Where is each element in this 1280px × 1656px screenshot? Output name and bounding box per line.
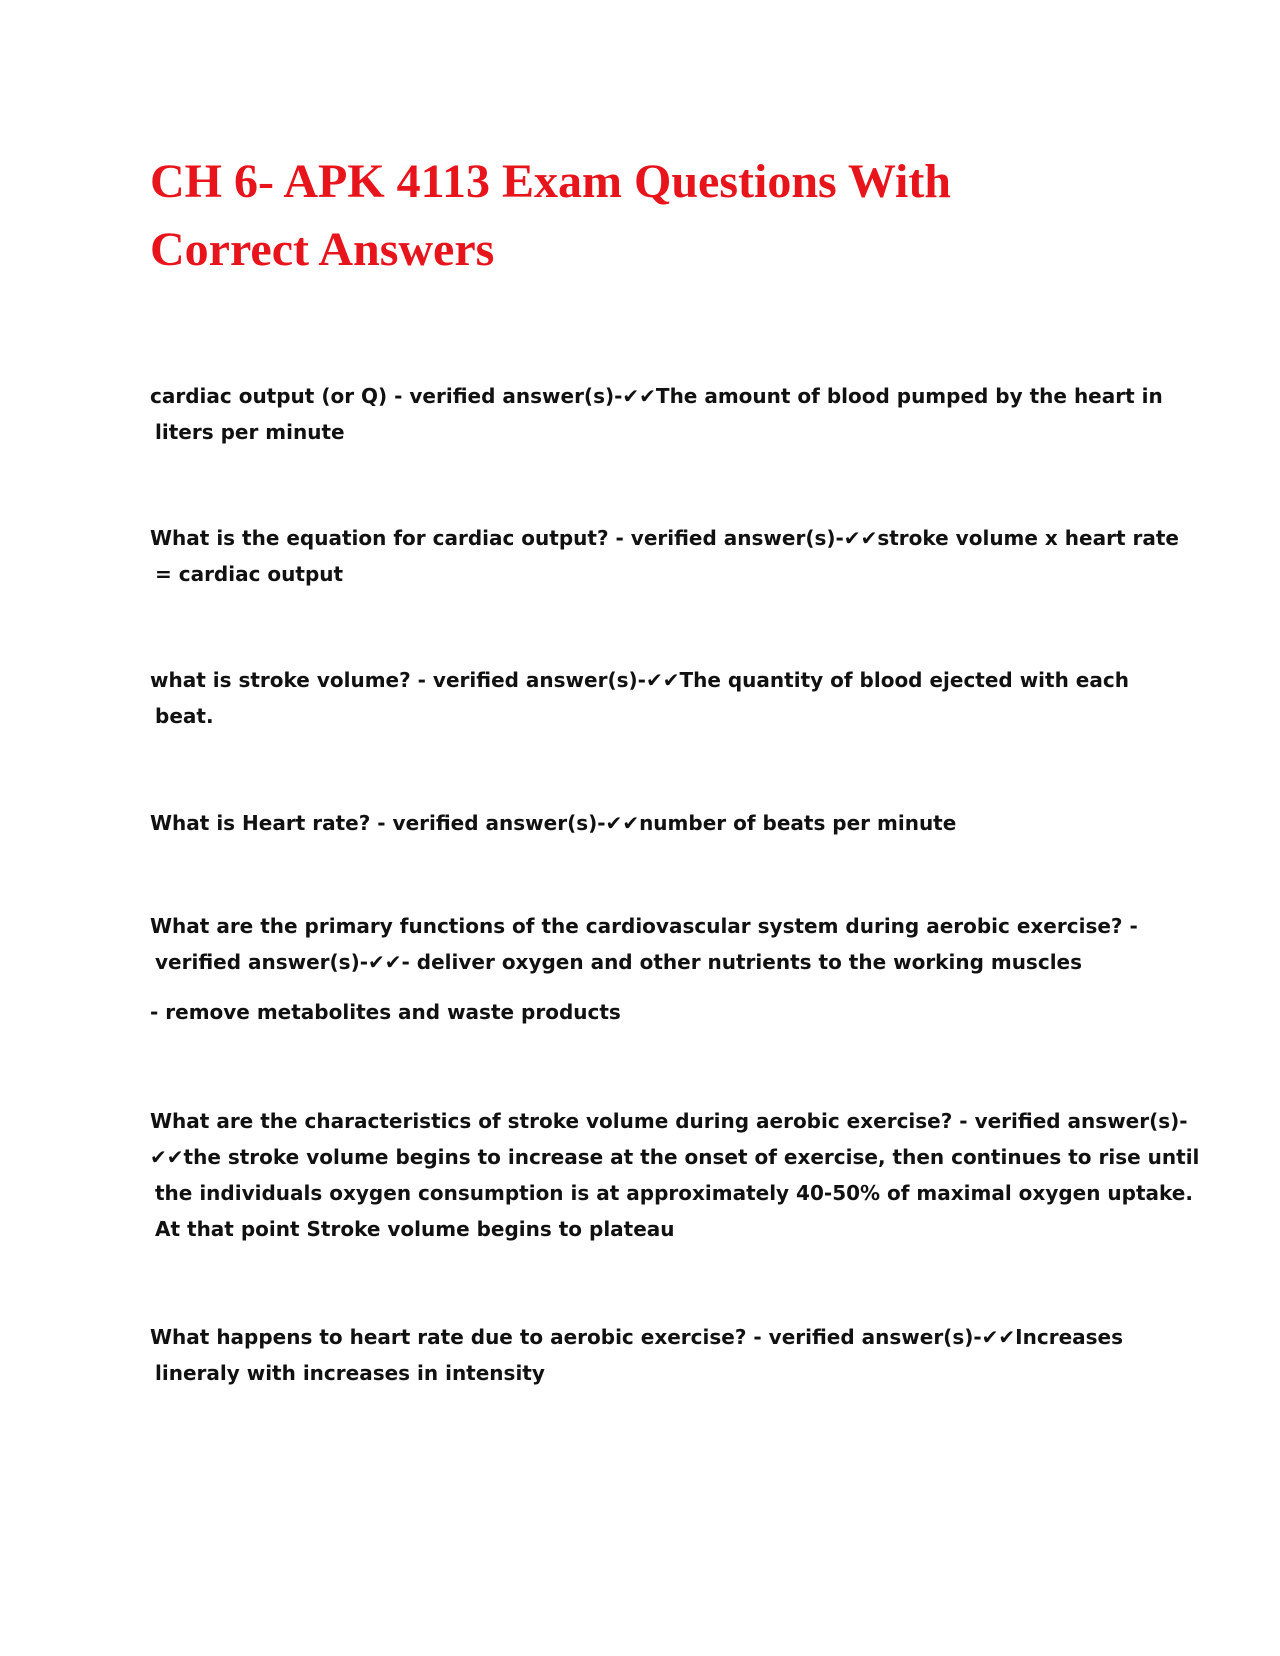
qa-line: What is the equation for cardiac output? - verified answer(s)-✔✔stroke volume x heart rate (150, 526, 1179, 550)
qa-line: What happens to heart rate due to aerobic exercise? - verified answer(s)-✔✔Increases (150, 1325, 1124, 1349)
qa-line: beat. (155, 704, 214, 728)
qa-item-heart-rate-aerobic (150, 1319, 1130, 1391)
qa-item-cardiovascular-functions (150, 908, 1138, 1030)
qa-item-cardiac-output-equation (150, 520, 1179, 592)
qa-line: what is stroke volume? - verified answer(s)-✔✔The quantity of blood ejected with each (150, 668, 1129, 692)
qa-item-stroke-volume-characteristics (150, 1103, 1200, 1247)
qa-line: At that point Stroke volume begins to plateau (155, 1217, 675, 1241)
qa-line: lineraly with increases in intensity (155, 1361, 545, 1385)
qa-line: ✔✔the stroke volume begins to increase at the onset of exercise, then continues to rise until (150, 1145, 1200, 1169)
qa-line: What is Heart rate? - verified answer(s)-✔✔number of beats per minute (150, 811, 957, 835)
qa-line: - remove metabolites and waste products (150, 1000, 621, 1024)
title-line-1: CH 6- APK 4113 Exam Questions With (150, 155, 951, 208)
qa-line: liters per minute (155, 420, 345, 444)
qa-line: cardiac output (or Q) - verified answer(s)-✔✔The amount of blood pumped by the heart in (150, 384, 1163, 408)
title-line-2: Correct Answers (150, 223, 495, 276)
qa-item-heart-rate (150, 805, 1130, 841)
qa-item-stroke-volume (150, 662, 1130, 734)
qa-item-cardiac-output (150, 378, 1163, 450)
qa-line: verified answer(s)-✔✔- deliver oxygen and other nutrients to the working muscles (155, 950, 1083, 974)
qa-line: What are the characteristics of stroke volume during aerobic exercise? - verified answer(s)- (150, 1109, 1188, 1133)
qa-line: What are the primary functions of the cardiovascular system during aerobic exercise? - (150, 914, 1138, 938)
qa-line: the individuals oxygen consumption is at approximately 40-50% of maximal oxygen uptake. (155, 1181, 1193, 1205)
qa-line: = cardiac output (155, 562, 344, 586)
document-title (150, 148, 1130, 284)
